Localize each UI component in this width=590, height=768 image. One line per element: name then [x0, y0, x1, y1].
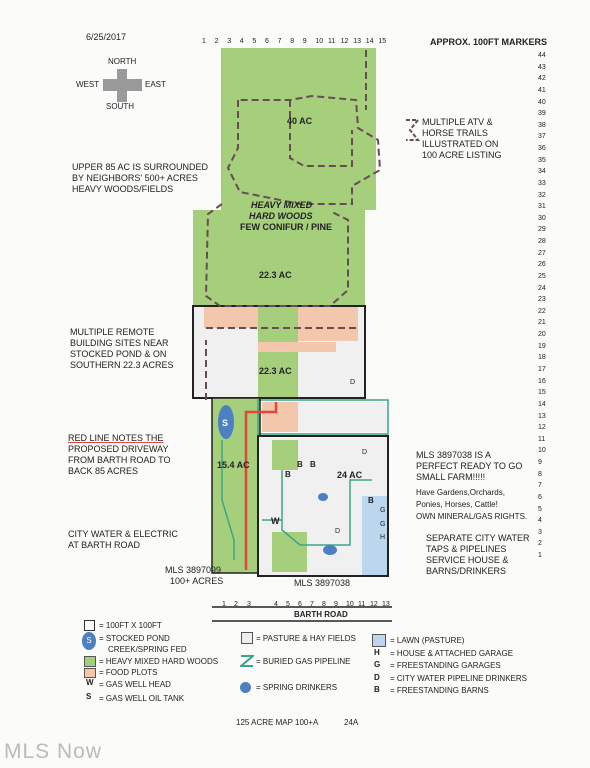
barn-icon: B [374, 685, 380, 694]
right-scale-tick: 30 [538, 214, 546, 222]
top-scale-tick: 8 [290, 38, 295, 45]
right-scale-tick: 29 [538, 226, 546, 234]
bottom-scale-tick: 8 [322, 601, 326, 608]
watermark: MLS Now [4, 740, 103, 763]
right-scale-tick: 10 [538, 447, 546, 455]
top-scale-tick: 4 [239, 38, 244, 45]
label-pond-s: S [222, 418, 229, 428]
right-scale-tick: 3 [538, 528, 542, 536]
bottom-scale-tick: 1 [222, 601, 226, 608]
top-scale-tick: 1 [202, 38, 206, 45]
note-mls-right-line: PERFECT READY TO GO [416, 461, 523, 471]
right-scale-tick: 39 [538, 110, 546, 118]
note-city-line: AT BARTH ROAD [68, 540, 141, 550]
food-plot-left [204, 306, 258, 328]
right-scale-tick: 23 [538, 296, 546, 304]
right-scale-tick: 38 [538, 121, 546, 129]
note-small-line: Have Gardens,Orchards, [416, 488, 505, 497]
label-hard-woods: HARD WOODS [249, 211, 313, 221]
note-upper [72, 162, 208, 195]
note-atv-line: MULTIPLE ATV & [422, 117, 493, 127]
spring-drinker-icon [240, 682, 251, 693]
right-scale-tick: 33 [538, 179, 546, 187]
right-scale-tick: 9 [538, 459, 542, 467]
woods-upper-parcel [221, 48, 376, 210]
legend-barn: = FREESTANDING BARNS [390, 686, 489, 695]
top-scale-tick: 13 [353, 38, 361, 45]
barn-b-1: B [297, 460, 303, 469]
note-atv-line: ILLUSTRATED ON [422, 139, 499, 149]
legend-woods: = HEAVY MIXED HARD WOODS [99, 657, 219, 666]
label-154ac: 15.4 AC [217, 460, 250, 470]
legend-drinker: = CITY WATER PIPELINE DRINKERS [390, 674, 527, 683]
right-scale-tick: 4 [538, 517, 542, 525]
top-scale-tick: 10 [315, 38, 324, 45]
note-remote-line: BUILDING SITES NEAR [70, 338, 169, 348]
right-scale-tick: 27 [538, 249, 546, 257]
legend-house: = HOUSE & ATTACHED GARAGE [390, 649, 514, 658]
woods-swatch-icon [84, 656, 96, 667]
right-scale-tick: 15 [538, 389, 546, 397]
bottom-scale-tick: 4 [274, 601, 278, 608]
garage-g-1: G [380, 507, 386, 514]
note-city [68, 529, 178, 551]
label-heavy-mixed: HEAVY MIXED [251, 200, 313, 210]
bottom-scale-tick: 5 [286, 601, 290, 608]
note-city-line: CITY WATER & ELECTRIC [68, 529, 178, 539]
note-remote [70, 327, 174, 371]
right-scale-tick: 19 [538, 342, 546, 350]
note-red-line [68, 433, 171, 477]
bottom-scale-tick: 6 [298, 601, 302, 608]
note-atv [422, 117, 502, 161]
bottom-scale-tick: 13 [382, 601, 390, 608]
top-scale-tick: 2 [214, 38, 219, 45]
right-scale-tick: 25 [538, 272, 546, 280]
right-scale-tick: 28 [538, 238, 546, 246]
food-plot-right [298, 306, 358, 341]
note-mls-right [416, 450, 522, 483]
right-scale-tick: 21 [538, 319, 546, 327]
right-scale-tick: 14 [538, 400, 546, 408]
atv-trail-icon [406, 120, 418, 140]
legend-gas: = BURIED GAS PIPELINE [256, 657, 351, 666]
lawn-swatch-icon [372, 634, 386, 647]
compass-west: WEST [76, 80, 100, 89]
note-separate-line: SEPARATE CITY WATER [426, 533, 530, 543]
note-mls-right-line: SMALL FARM!!!!! [416, 472, 486, 482]
barn-b-4: B [368, 496, 374, 505]
spring-drinker-2 [323, 545, 337, 555]
top-scale-tick: 12 [340, 38, 349, 45]
note-separate-line: BARNS/DRINKERS [426, 566, 507, 576]
gas-well-w: W [271, 516, 280, 526]
right-scale-tick: 20 [538, 331, 546, 339]
note-remote-line: STOCKED POND & ON [70, 349, 167, 359]
note-upper-line: BY NEIGHBORS' 500+ ACRES [72, 173, 198, 183]
footer-title: 125 ACRE MAP 100+A [236, 718, 319, 727]
legend-garage: = FREESTANDING GARAGES [390, 661, 501, 670]
right-scale-tick: 5 [538, 505, 542, 513]
legend-spring: = SPRING DRINKERS [256, 683, 338, 692]
gas-pipeline-icon [240, 654, 254, 668]
label-few-conifur: FEW CONIFUR / PINE [240, 222, 332, 232]
right-scale-tick: 26 [538, 261, 546, 269]
right-scale-tick: 32 [538, 191, 546, 199]
garage-icon: G [374, 660, 381, 669]
right-scale-tick: 44 [538, 52, 546, 59]
right-scale-tick: 17 [538, 366, 546, 373]
note-red-line-line: PROPOSED DRIVEWAY [68, 444, 169, 454]
label-223ac-upper: 22.3 AC [259, 270, 292, 280]
barn-b-3: B [285, 470, 291, 479]
right-scale-tick: 36 [538, 145, 546, 153]
bottom-scale-tick: 3 [247, 601, 251, 608]
right-scale-tick: 18 [538, 354, 546, 362]
label-mls-left: MLS 3897099 [165, 565, 222, 575]
food-swatch-icon [84, 668, 96, 678]
note-upper-line: UPPER 85 AC IS SURROUNDED [72, 162, 209, 172]
right-scale-tick: 13 [538, 412, 546, 420]
right-scale-tick: 42 [538, 75, 546, 83]
note-upper-line: HEAVY WOODS/FIELDS [72, 184, 174, 194]
legend-food: = FOOD PLOTS [99, 668, 158, 677]
garage-g-2: G [380, 521, 386, 528]
note-separate [426, 533, 530, 577]
compass-north: NORTH [108, 57, 137, 66]
compass-south: SOUTH [106, 102, 134, 111]
note-red-line-line: BACK 85 ACRES [68, 466, 139, 476]
right-scale-tick: 34 [538, 168, 546, 176]
right-scale-tick: 22 [538, 307, 546, 315]
top-scale-tick: 14 [365, 38, 374, 45]
legend-pond-sub: CREEK/SPRING FED [108, 645, 187, 654]
woods-24-nw [272, 440, 298, 470]
right-scale-tick: 35 [538, 156, 546, 164]
top-scale-tick: 9 [302, 38, 307, 45]
compass-east: EAST [145, 80, 166, 89]
right-scale-tick: 16 [538, 377, 546, 385]
right-scale-tick: 7 [538, 482, 542, 490]
barn-b-2: B [310, 460, 316, 469]
drinker-icon: D [374, 673, 380, 682]
right-scale-tick: 2 [538, 540, 542, 548]
top-scale-tick: 3 [227, 38, 232, 45]
food-plot-band [258, 342, 336, 352]
right-scale-tick: 41 [538, 86, 546, 94]
note-red-line-line: RED LINE NOTES THE [68, 433, 164, 443]
gas-well-icon: W [86, 678, 94, 687]
spring-drinker-1 [318, 493, 328, 501]
bottom-scale-tick: 10 [346, 601, 354, 608]
right-scale-tick: 11 [538, 435, 546, 443]
bottom-scale-tick: 12 [370, 601, 378, 608]
drinker-d-3: D [335, 528, 341, 535]
top-scale-tick: 15 [378, 38, 387, 45]
woods-24-sw [272, 532, 307, 572]
bottom-scale-tick: 9 [334, 601, 338, 608]
bottom-scale-tick: 11 [358, 601, 366, 608]
note-red-line-line: FROM BARTH ROAD TO [68, 455, 171, 465]
legend-lawn: = LAWN (PASTURE) [390, 636, 465, 645]
legend-pond: = STOCKED POND [99, 634, 170, 643]
bottom-scale-tick: 2 [234, 601, 238, 608]
note-small-line: Ponies, Horses, Cattle! [416, 500, 498, 509]
note-atv-line: HORSE TRAILS [422, 128, 488, 138]
markers-title: APPROX. 100FT MARKERS [430, 37, 548, 47]
top-scale-tick: 11 [328, 38, 336, 45]
label-40ac: 40 AC [287, 116, 313, 126]
drinker-d-2: D [362, 449, 368, 456]
right-scale-tick: 6 [538, 493, 542, 501]
house-h: H [380, 534, 386, 541]
right-scale-tick: 8 [538, 470, 542, 478]
drinker-d-1: D [350, 379, 356, 386]
right-scale-tick: 43 [538, 63, 546, 71]
legend-grid: = 100FT X 100FT [99, 621, 162, 630]
note-separate-line: SERVICE HOUSE & [426, 555, 509, 565]
note-separate-line: TAPS & PIPELINES [426, 544, 507, 554]
label-mls-bottom: MLS 3897038 [294, 578, 351, 588]
right-scale-tick: 31 [538, 203, 546, 211]
legend-pasture: = PASTURE & HAY FIELDS [256, 634, 356, 643]
food-plot-connector [262, 402, 298, 432]
oil-tank-icon: S [86, 692, 92, 701]
pond-icon: S [82, 632, 96, 650]
note-remote-line: MULTIPLE REMOTE [70, 327, 155, 337]
map-date: 6/25/2017 [86, 32, 127, 42]
label-24ac: 24 AC [337, 470, 363, 480]
pasture-swatch-icon [241, 632, 253, 644]
right-scale-tick: 40 [538, 98, 546, 106]
label-barth-road: BARTH ROAD [294, 610, 348, 619]
house-icon: H [374, 648, 380, 657]
label-223ac-lower: 22.3 AC [259, 366, 292, 376]
right-scale-tick: 37 [538, 133, 546, 141]
top-scale-tick: 6 [265, 38, 269, 45]
legend-oil-tank: = GAS WELL OIL TANK [99, 694, 185, 703]
grid-square-icon [84, 620, 95, 631]
top-scale-tick: 5 [252, 38, 257, 45]
top-scale-tick: 7 [277, 38, 282, 45]
note-remote-line: SOUTHERN 22.3 ACRES [70, 360, 174, 370]
legend-gas-well: = GAS WELL HEAD [99, 680, 171, 689]
right-scale-tick: 1 [538, 552, 542, 560]
note-mls-right-line: MLS 3897038 IS A [416, 450, 492, 460]
note-small-line: OWN MINERAL/GAS RIGHTS. [416, 512, 528, 521]
right-scale-tick: 12 [538, 424, 546, 432]
note-mls-right-small [416, 487, 527, 523]
right-scale-tick: 24 [538, 284, 546, 292]
label-mls-left-sub: 100+ ACRES [170, 576, 224, 586]
footer-sub: 24A [344, 718, 359, 727]
bottom-scale-tick: 7 [310, 601, 314, 608]
note-atv-line: 100 ACRE LISTING [422, 150, 502, 160]
